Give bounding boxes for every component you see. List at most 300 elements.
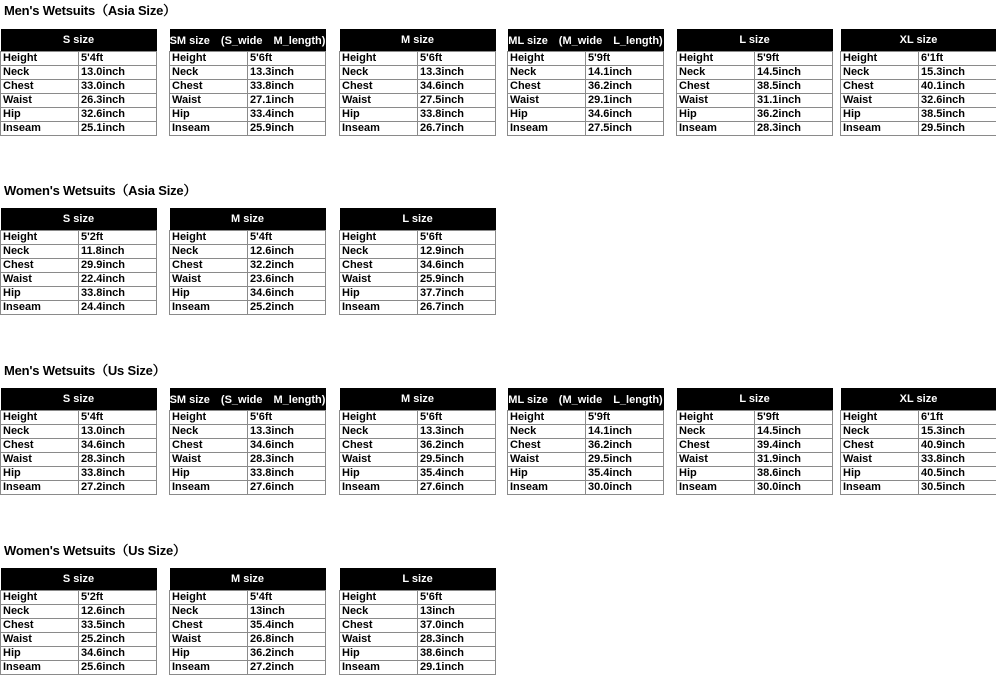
measurement-value: 35.4inch (248, 619, 326, 633)
table-row (340, 273, 496, 287)
measurement-label: Inseam (170, 661, 248, 675)
table-row (508, 411, 664, 425)
table-row (170, 453, 326, 467)
measurement-label: Chest (170, 619, 248, 633)
measurement-value: 25.1inch (79, 122, 157, 136)
measurement-label: Waist (508, 453, 586, 467)
measurement-label: Chest (340, 439, 418, 453)
measurement-label: Chest (1, 619, 79, 633)
table-row (170, 231, 326, 245)
measurement-value: 25.6inch (79, 661, 157, 675)
size-table (169, 208, 326, 315)
table-row (677, 439, 833, 453)
measurement-label: Neck (1, 425, 79, 439)
table-row (170, 245, 326, 259)
table-row (340, 52, 496, 66)
table-row (508, 439, 664, 453)
table-row (677, 411, 833, 425)
table-row (340, 259, 496, 273)
table-row (170, 591, 326, 605)
measurement-value: 13.3inch (418, 425, 496, 439)
table-row (1, 122, 157, 136)
size-table-header: M size (340, 388, 496, 411)
measurement-value: 34.6inch (248, 287, 326, 301)
measurement-value: 13.3inch (248, 425, 326, 439)
measurement-label: Chest (1, 259, 79, 273)
measurement-value: 33.8inch (248, 467, 326, 481)
table-row (340, 80, 496, 94)
measurement-label: Waist (170, 94, 248, 108)
measurement-label: Hip (508, 108, 586, 122)
measurement-label: Chest (1, 439, 79, 453)
measurement-label: Chest (340, 80, 418, 94)
measurement-value: 27.6inch (418, 481, 496, 495)
measurement-label: Hip (841, 108, 919, 122)
table-row (340, 453, 496, 467)
measurement-label: Inseam (340, 481, 418, 495)
size-table-header: SM size (S_wide M_length) (170, 29, 326, 52)
table-row (340, 425, 496, 439)
measurement-value: 5'4ft (79, 52, 157, 66)
measurement-value: 5'6ft (418, 591, 496, 605)
table-row (170, 301, 326, 315)
size-table (339, 208, 496, 315)
measurement-label: Height (677, 411, 755, 425)
measurement-label: Neck (340, 66, 418, 80)
table-row (1, 231, 157, 245)
measurement-label: Waist (841, 453, 919, 467)
measurement-value: 33.8inch (79, 467, 157, 481)
measurement-label: Inseam (340, 301, 418, 315)
table-row (1, 453, 157, 467)
measurement-value: 29.9inch (79, 259, 157, 273)
table-row (508, 80, 664, 94)
measurement-value: 28.3inch (418, 633, 496, 647)
table-row (340, 245, 496, 259)
measurement-label: Inseam (508, 481, 586, 495)
measurement-value: 24.4inch (79, 301, 157, 315)
size-table (339, 568, 496, 675)
measurement-label: Height (1, 411, 79, 425)
measurement-label: Chest (841, 80, 919, 94)
size-table-header: S size (1, 208, 157, 231)
measurement-value: 5'2ft (79, 231, 157, 245)
measurement-value: 38.5inch (919, 108, 996, 122)
table-row (170, 661, 326, 675)
measurement-value: 40.1inch (919, 80, 996, 94)
measurement-value: 36.2inch (586, 80, 664, 94)
measurement-value: 5'6ft (418, 52, 496, 66)
measurement-value: 31.1inch (755, 94, 833, 108)
measurement-label: Neck (170, 66, 248, 80)
measurement-value: 29.5inch (586, 453, 664, 467)
table-row (340, 231, 496, 245)
size-table-header: L size (340, 568, 496, 591)
table-row (1, 605, 157, 619)
table-row (508, 94, 664, 108)
table-row (170, 80, 326, 94)
table-row (340, 481, 496, 495)
table-row (1, 287, 157, 301)
table-row (841, 108, 996, 122)
size-table-header: M size (170, 568, 326, 591)
measurement-label: Neck (508, 425, 586, 439)
measurement-value: 14.1inch (586, 66, 664, 80)
measurement-label: Inseam (1, 301, 79, 315)
measurement-label: Hip (340, 287, 418, 301)
measurement-value: 38.6inch (755, 467, 833, 481)
table-row (841, 411, 996, 425)
measurement-label: Hip (340, 467, 418, 481)
measurement-value: 32.6inch (919, 94, 996, 108)
measurement-value: 6'1ft (919, 52, 996, 66)
measurement-label: Neck (340, 605, 418, 619)
table-row (508, 108, 664, 122)
table-row (841, 467, 996, 481)
measurement-label: Waist (1, 633, 79, 647)
measurement-value: 40.9inch (919, 439, 996, 453)
table-row (170, 647, 326, 661)
table-row (1, 259, 157, 273)
measurement-value: 27.6inch (248, 481, 326, 495)
measurement-value: 15.3inch (919, 66, 996, 80)
measurement-label: Neck (340, 425, 418, 439)
table-row (170, 425, 326, 439)
measurement-label: Height (170, 411, 248, 425)
measurement-label: Inseam (170, 481, 248, 495)
measurement-value: 28.3inch (79, 453, 157, 467)
measurement-value: 39.4inch (755, 439, 833, 453)
measurement-label: Hip (340, 647, 418, 661)
size-table (676, 388, 833, 495)
measurement-label: Height (170, 52, 248, 66)
measurement-value: 34.6inch (418, 259, 496, 273)
measurement-label: Height (340, 411, 418, 425)
table-row (508, 453, 664, 467)
measurement-label: Chest (340, 619, 418, 633)
measurement-value: 34.6inch (418, 80, 496, 94)
table-row (1, 301, 157, 315)
table-row (508, 467, 664, 481)
measurement-value: 37.0inch (418, 619, 496, 633)
measurement-value: 26.8inch (248, 633, 326, 647)
measurement-value: 5'4ft (248, 231, 326, 245)
size-table-header: SM size (S_wide M_length) (170, 388, 326, 411)
table-row (170, 287, 326, 301)
measurement-label: Waist (340, 453, 418, 467)
measurement-value: 34.6inch (586, 108, 664, 122)
measurement-label: Height (841, 52, 919, 66)
measurement-label: Inseam (1, 481, 79, 495)
measurement-value: 29.5inch (919, 122, 996, 136)
table-row (508, 425, 664, 439)
table-row (841, 122, 996, 136)
table-row (1, 481, 157, 495)
measurement-value: 13inch (418, 605, 496, 619)
measurement-label: Waist (170, 633, 248, 647)
table-row (508, 481, 664, 495)
measurement-value: 13.0inch (79, 66, 157, 80)
measurement-value: 27.2inch (248, 661, 326, 675)
measurement-label: Height (1, 591, 79, 605)
measurement-value: 12.6inch (79, 605, 157, 619)
table-row (677, 467, 833, 481)
table-row (841, 94, 996, 108)
measurement-label: Height (170, 231, 248, 245)
measurement-value: 32.2inch (248, 259, 326, 273)
measurement-value: 36.2inch (248, 647, 326, 661)
size-table-header: S size (1, 29, 157, 52)
table-row (1, 591, 157, 605)
measurement-label: Hip (170, 647, 248, 661)
measurement-label: Neck (841, 425, 919, 439)
table-row (1, 411, 157, 425)
table-row (340, 633, 496, 647)
size-table (169, 568, 326, 675)
measurement-value: 14.1inch (586, 425, 664, 439)
table-row (340, 301, 496, 315)
measurement-label: Chest (170, 80, 248, 94)
measurement-label: Inseam (508, 122, 586, 136)
table-row (1, 439, 157, 453)
measurement-label: Neck (170, 245, 248, 259)
measurement-value: 5'6ft (418, 231, 496, 245)
measurement-value: 25.9inch (418, 273, 496, 287)
measurement-value: 33.8inch (248, 80, 326, 94)
table-row (677, 122, 833, 136)
size-table (840, 29, 996, 136)
table-row (170, 411, 326, 425)
measurement-value: 5'6ft (248, 52, 326, 66)
size-table (507, 29, 664, 136)
size-table-header: L size (340, 208, 496, 231)
measurement-label: Chest (170, 259, 248, 273)
size-table-header: S size (1, 388, 157, 411)
table-row (170, 633, 326, 647)
table-row (677, 425, 833, 439)
table-row (1, 52, 157, 66)
measurement-label: Hip (841, 467, 919, 481)
table-row (170, 467, 326, 481)
measurement-value: 36.2inch (418, 439, 496, 453)
measurement-value: 30.0inch (755, 481, 833, 495)
measurement-value: 26.7inch (418, 301, 496, 315)
table-row (841, 66, 996, 80)
measurement-value: 26.7inch (418, 122, 496, 136)
table-row (841, 425, 996, 439)
table-row (170, 439, 326, 453)
size-table-header: M size (340, 29, 496, 52)
measurement-value: 27.5inch (418, 94, 496, 108)
table-row (1, 273, 157, 287)
size-table-header: ML size (M_wide L_length) (508, 388, 664, 411)
measurement-label: Hip (1, 287, 79, 301)
measurement-value: 27.5inch (586, 122, 664, 136)
measurement-label: Waist (1, 94, 79, 108)
size-table-header: XL size (841, 29, 996, 52)
measurement-label: Neck (677, 425, 755, 439)
size-table (840, 388, 996, 495)
table-row (677, 108, 833, 122)
table-row (170, 108, 326, 122)
size-table (0, 29, 157, 136)
measurement-label: Neck (340, 245, 418, 259)
measurement-label: Waist (340, 94, 418, 108)
size-table-header: XL size (841, 388, 996, 411)
measurement-label: Height (508, 411, 586, 425)
size-table (339, 29, 496, 136)
measurement-label: Hip (1, 647, 79, 661)
table-row (508, 122, 664, 136)
measurement-value: 6'1ft (919, 411, 996, 425)
measurement-value: 33.8inch (919, 453, 996, 467)
measurement-value: 35.4inch (586, 467, 664, 481)
table-row (340, 439, 496, 453)
measurement-label: Chest (508, 439, 586, 453)
measurement-value: 5'9ft (755, 411, 833, 425)
size-table-header: L size (677, 29, 833, 52)
table-row (170, 52, 326, 66)
measurement-label: Hip (677, 467, 755, 481)
measurement-value: 13.3inch (248, 66, 326, 80)
measurement-label: Hip (508, 467, 586, 481)
measurement-value: 30.0inch (586, 481, 664, 495)
table-row (340, 661, 496, 675)
table-row (170, 619, 326, 633)
measurement-value: 35.4inch (418, 467, 496, 481)
table-row (841, 453, 996, 467)
measurement-value: 11.8inch (79, 245, 157, 259)
measurement-value: 30.5inch (919, 481, 996, 495)
table-row (677, 481, 833, 495)
table-row (1, 425, 157, 439)
measurement-label: Neck (1, 66, 79, 80)
measurement-value: 5'9ft (755, 52, 833, 66)
size-table (169, 388, 326, 495)
table-row (508, 52, 664, 66)
measurement-label: Waist (841, 94, 919, 108)
measurement-value: 5'4ft (79, 411, 157, 425)
measurement-value: 5'6ft (418, 411, 496, 425)
table-row (1, 66, 157, 80)
size-table-header: M size (170, 208, 326, 231)
measurement-label: Hip (170, 467, 248, 481)
table-row (1, 633, 157, 647)
measurement-label: Waist (170, 273, 248, 287)
measurement-label: Height (1, 231, 79, 245)
measurement-value: 33.5inch (79, 619, 157, 633)
table-row (1, 619, 157, 633)
measurement-label: Inseam (340, 661, 418, 675)
measurement-value: 40.5inch (919, 467, 996, 481)
table-row (340, 94, 496, 108)
section-title: Men's Wetsuits（Us Size） (4, 363, 166, 378)
measurement-label: Hip (340, 108, 418, 122)
measurement-label: Waist (170, 453, 248, 467)
measurement-value: 29.1inch (418, 661, 496, 675)
measurement-value: 12.6inch (248, 245, 326, 259)
table-row (841, 481, 996, 495)
measurement-label: Neck (841, 66, 919, 80)
measurement-value: 33.8inch (418, 108, 496, 122)
table-row (340, 287, 496, 301)
table-row (677, 52, 833, 66)
measurement-value: 14.5inch (755, 66, 833, 80)
measurement-label: Height (170, 591, 248, 605)
measurement-label: Neck (508, 66, 586, 80)
measurement-label: Inseam (677, 122, 755, 136)
table-row (677, 453, 833, 467)
measurement-label: Neck (1, 245, 79, 259)
table-row (677, 80, 833, 94)
size-table (676, 29, 833, 136)
table-row (170, 273, 326, 287)
measurement-value: 15.3inch (919, 425, 996, 439)
measurement-value: 5'4ft (248, 591, 326, 605)
measurement-label: Chest (170, 439, 248, 453)
measurement-value: 13.3inch (418, 66, 496, 80)
table-row (841, 52, 996, 66)
table-row (170, 605, 326, 619)
measurement-value: 13inch (248, 605, 326, 619)
table-row (340, 411, 496, 425)
measurement-value: 5'9ft (586, 411, 664, 425)
measurement-label: Waist (340, 633, 418, 647)
measurement-label: Hip (170, 287, 248, 301)
table-row (677, 94, 833, 108)
measurement-label: Waist (677, 453, 755, 467)
measurement-label: Height (841, 411, 919, 425)
measurement-label: Inseam (677, 481, 755, 495)
table-row (1, 245, 157, 259)
section-title: Men's Wetsuits（Asia Size） (4, 3, 176, 18)
table-row (340, 605, 496, 619)
size-table-header: L size (677, 388, 833, 411)
measurement-label: Chest (508, 80, 586, 94)
measurement-value: 23.6inch (248, 273, 326, 287)
measurement-value: 27.2inch (79, 481, 157, 495)
measurement-value: 25.9inch (248, 122, 326, 136)
measurement-label: Inseam (1, 661, 79, 675)
measurement-value: 26.3inch (79, 94, 157, 108)
table-row (340, 108, 496, 122)
measurement-value: 33.8inch (79, 287, 157, 301)
measurement-label: Inseam (841, 122, 919, 136)
measurement-label: Neck (1, 605, 79, 619)
section-title: Women's Wetsuits（Us Size） (4, 543, 186, 558)
size-table (169, 29, 326, 136)
measurement-label: Neck (170, 605, 248, 619)
table-row (1, 467, 157, 481)
measurement-value: 25.2inch (248, 301, 326, 315)
size-table-header: ML size (M_wide L_length) (508, 29, 664, 52)
table-row (1, 94, 157, 108)
table-row (1, 661, 157, 675)
measurement-value: 29.5inch (418, 453, 496, 467)
size-table (339, 388, 496, 495)
table-row (170, 259, 326, 273)
table-row (1, 108, 157, 122)
measurement-value: 34.6inch (79, 439, 157, 453)
measurement-label: Inseam (340, 122, 418, 136)
measurement-value: 33.4inch (248, 108, 326, 122)
table-row (170, 66, 326, 80)
measurement-value: 13.0inch (79, 425, 157, 439)
measurement-label: Chest (1, 80, 79, 94)
table-row (508, 66, 664, 80)
measurement-value: 22.4inch (79, 273, 157, 287)
measurement-value: 32.6inch (79, 108, 157, 122)
